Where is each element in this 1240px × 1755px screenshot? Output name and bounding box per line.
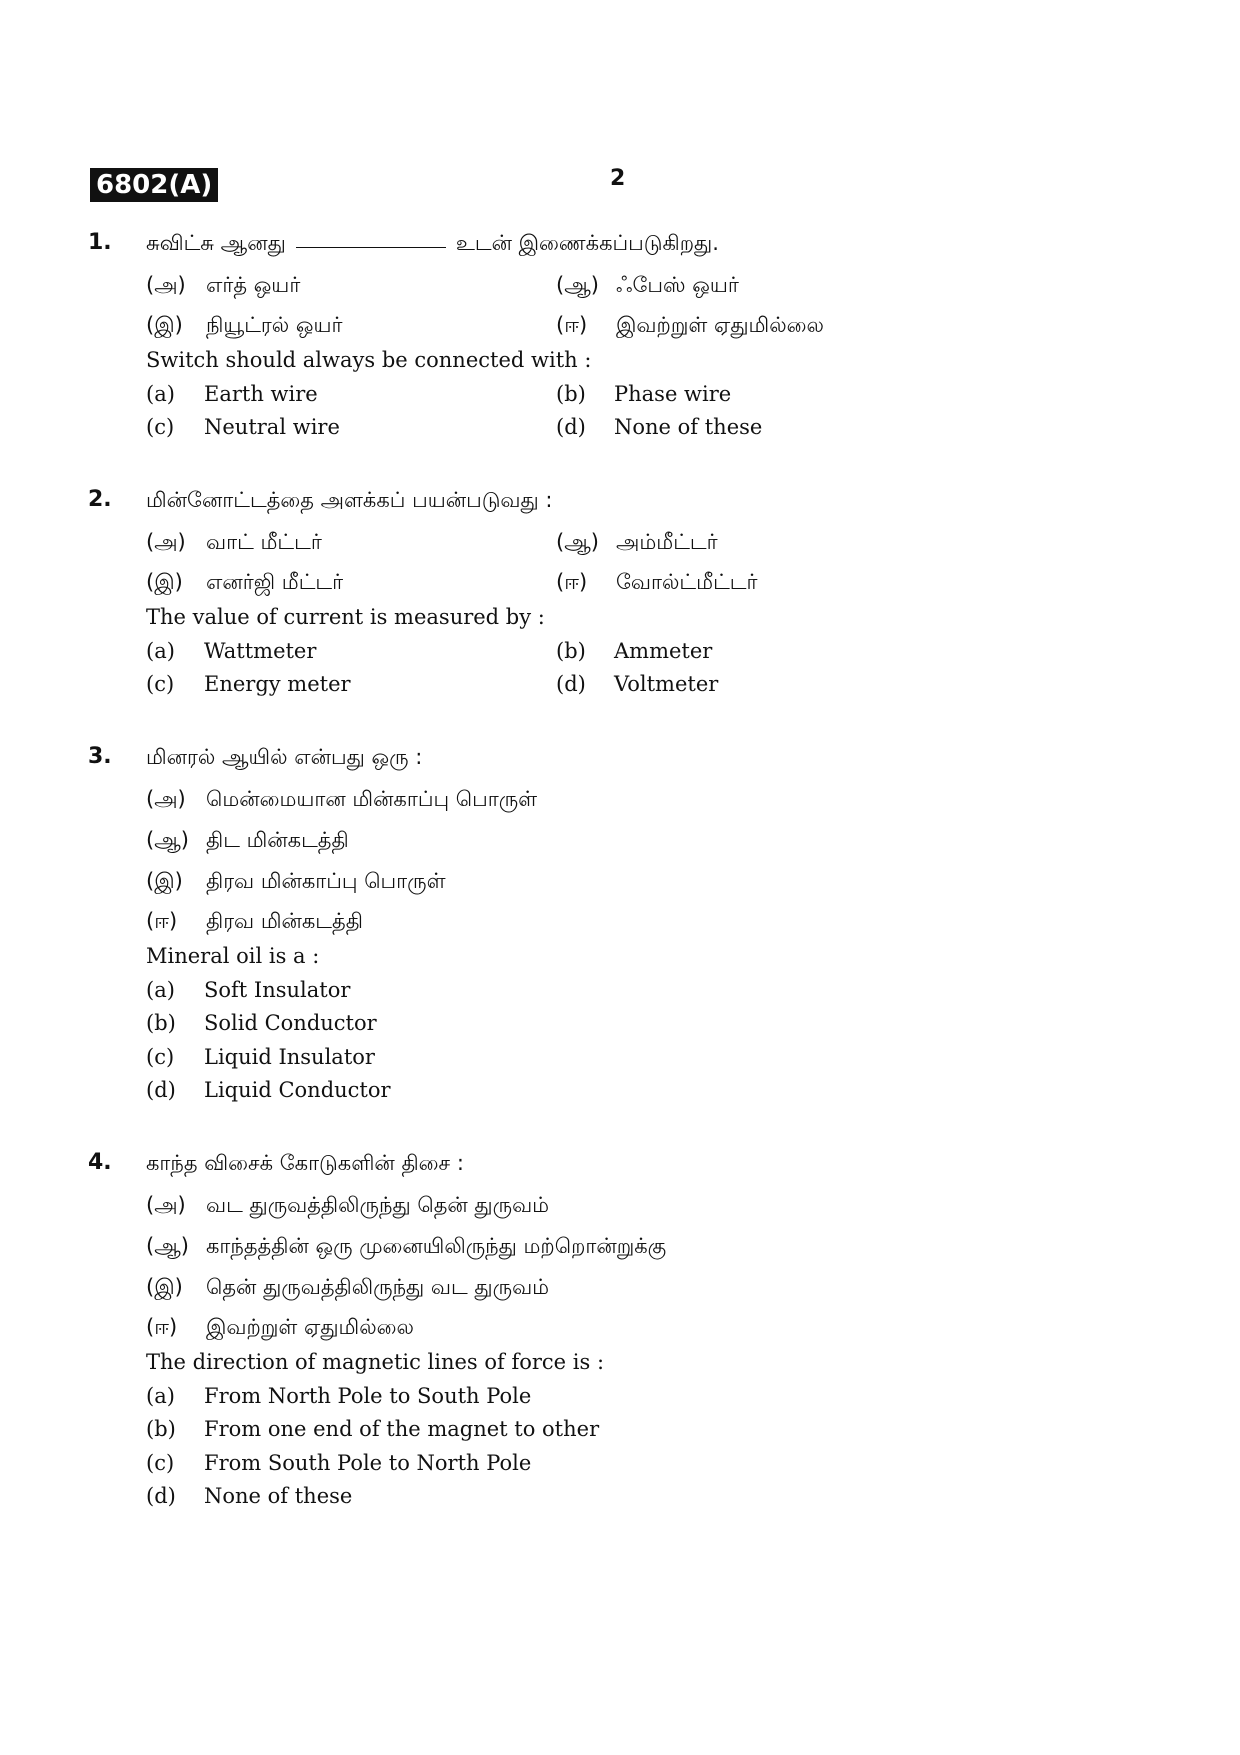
- question-number: 2.: [88, 487, 112, 512]
- option-english: (a) Earth wire: [146, 382, 318, 406]
- option-tamil: (இ) எனர்ஜி மீட்டர்: [146, 570, 344, 594]
- option-tamil: (ஈ) இவற்றுள் ஏதுமில்லை: [556, 313, 824, 337]
- question-text-tamil: சுவிட்சு ஆனது உடன் இணைக்கப்படுகிறது.: [146, 231, 719, 255]
- option-tamil: (ஈ) வோல்ட்மீட்டர்: [556, 570, 758, 594]
- option-tamil: (இ) நியூட்ரல் ஒயர்: [146, 313, 343, 337]
- question-text-tamil: மின்னோட்டத்தை அளக்கப் பயன்படுவது :: [146, 488, 553, 512]
- fill-in-blank: [296, 247, 446, 248]
- question-text-english: The direction of magnetic lines of force is :: [146, 1350, 605, 1374]
- question-text-tamil: மினரல் ஆயில் என்பது ஒரு :: [146, 745, 423, 769]
- question-text-english: The value of current is measured by :: [146, 605, 545, 629]
- option-tamil: (ஈ) திரவ மின்கடத்தி: [146, 909, 363, 933]
- option-english: (b) From one end of the magnet to other: [146, 1417, 600, 1441]
- option-tamil: (ஆ) ஃபேஸ் ஒயர்: [556, 273, 739, 297]
- option-english: (d) Liquid Conductor: [146, 1078, 391, 1102]
- option-tamil: (ஆ) திட மின்கடத்தி: [146, 828, 349, 852]
- question-number: 3.: [88, 744, 112, 769]
- option-tamil: (இ) திரவ மின்காப்பு பொருள்: [146, 869, 446, 893]
- option-tamil: (அ) எர்த் ஒயர்: [146, 273, 301, 297]
- option-english: (d) Voltmeter: [556, 672, 719, 696]
- question-number: 1.: [88, 230, 112, 255]
- option-english: (d) None of these: [146, 1484, 353, 1508]
- option-tamil: (அ) வாட் மீட்டர்: [146, 530, 322, 554]
- option-tamil: (ஆ) காந்தத்தின் ஒரு முனையிலிருந்து மற்றொன்றுக்கு: [146, 1234, 667, 1258]
- paper-code: 6802(A): [90, 168, 218, 202]
- option-tamil: (இ) தென் துருவத்திலிருந்து வட துருவம்: [146, 1275, 550, 1299]
- option-english: (a) Soft Insulator: [146, 978, 351, 1002]
- option-english: (c) Neutral wire: [146, 415, 340, 439]
- question-text-english: Mineral oil is a :: [146, 944, 320, 968]
- option-english: (a) From North Pole to South Pole: [146, 1384, 532, 1408]
- option-tamil: (அ) மென்மையான மின்காப்பு பொருள்: [146, 787, 538, 811]
- option-english: (b) Phase wire: [556, 382, 732, 406]
- option-english: (a) Wattmeter: [146, 639, 317, 663]
- option-english: (c) From South Pole to North Pole: [146, 1451, 532, 1475]
- question-text-english: Switch should always be connected with :: [146, 348, 592, 372]
- option-tamil: (ஆ) அம்மீட்டர்: [556, 530, 718, 554]
- option-english: (c) Liquid Insulator: [146, 1045, 375, 1069]
- option-english: (c) Energy meter: [146, 672, 351, 696]
- question-text-tamil: காந்த விசைக் கோடுகளின் திசை :: [146, 1151, 464, 1175]
- option-english: (d) None of these: [556, 415, 763, 439]
- option-english: (b) Ammeter: [556, 639, 713, 663]
- option-english: (b) Solid Conductor: [146, 1011, 377, 1035]
- option-tamil: (அ) வட துருவத்திலிருந்து தென் துருவம்: [146, 1193, 550, 1217]
- question-number: 4.: [88, 1150, 112, 1175]
- option-tamil: (ஈ) இவற்றுள் ஏதுமில்லை: [146, 1315, 414, 1339]
- page-number: 2: [610, 166, 626, 191]
